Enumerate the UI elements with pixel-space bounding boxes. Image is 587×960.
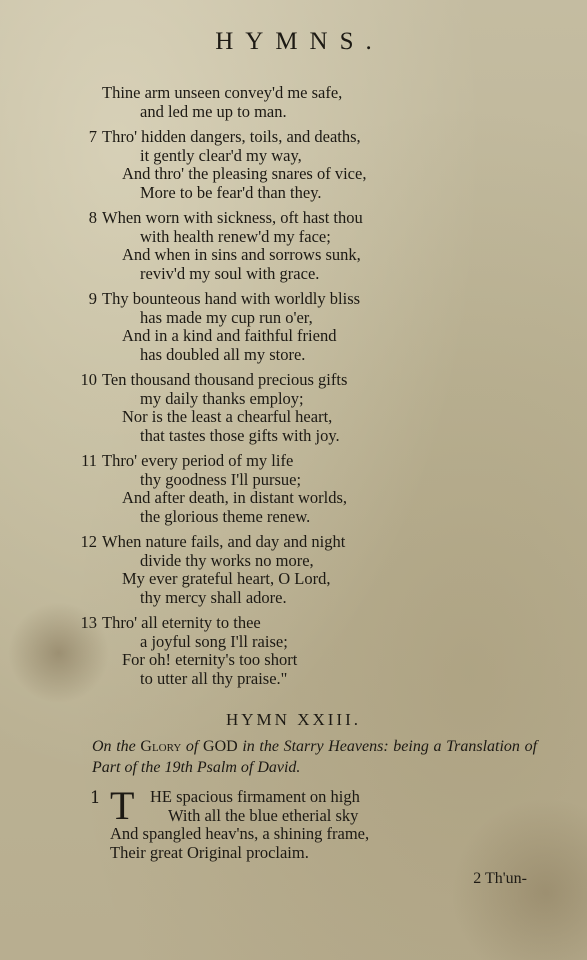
verse-text: to utter all thy praise." xyxy=(140,668,288,688)
verse-line: HE spacious firmament on high xyxy=(150,787,360,806)
verse xyxy=(0,290,587,364)
verse-text: Thro' all eternity to thee xyxy=(102,613,261,632)
verse xyxy=(0,452,587,526)
verse-line xyxy=(0,427,587,446)
verse-number: 9 xyxy=(88,289,97,308)
verse-number: 13 xyxy=(80,613,97,632)
verse-number: 8 xyxy=(88,208,97,227)
verse-line xyxy=(0,408,587,427)
verse-text: it gently clear'd my way, xyxy=(140,145,302,165)
subtitle-part: On the xyxy=(92,738,141,755)
verse-text: the glorious theme renew. xyxy=(140,506,311,526)
verse-line xyxy=(0,633,587,652)
verse-line: With all the blue etherial sky xyxy=(168,805,359,825)
verse-line xyxy=(0,390,587,409)
verse-text: Thro' hidden dangers, toils, and deaths, xyxy=(102,127,361,146)
hymn-23-verse-1 xyxy=(0,783,587,862)
verse-text: And when in sins and sorrows sunk, xyxy=(122,245,361,264)
verse xyxy=(0,533,587,607)
verse xyxy=(0,371,587,445)
verse-line xyxy=(0,84,587,103)
verse-line: And spangled heav'ns, a shining frame, xyxy=(110,824,370,843)
verse-number: 1 xyxy=(90,788,101,807)
verse-text: And after death, in distant worlds, xyxy=(122,488,347,507)
verse-line xyxy=(0,508,587,527)
verse-text: For oh! eternity's too short xyxy=(122,650,298,669)
verse-text: Thy bounteous hand with worldly bliss xyxy=(102,289,361,308)
verse-line xyxy=(0,103,587,122)
verse-line xyxy=(0,147,587,166)
verse-line xyxy=(0,184,587,203)
verse-line xyxy=(0,552,587,571)
verse-line xyxy=(0,670,587,689)
verse-text: Nor is the least a chearful heart, xyxy=(122,407,333,426)
subtitle-part: Glory xyxy=(140,738,182,755)
verse-text: thy mercy shall adore. xyxy=(140,587,287,607)
verse-line xyxy=(0,614,587,633)
verse-line xyxy=(0,309,587,328)
verse-text: a joyful song I'll raise; xyxy=(140,631,288,651)
verse-number: 10 xyxy=(80,370,97,389)
verse-text: Thro' every period of my life xyxy=(102,451,294,470)
verse-line xyxy=(0,290,587,309)
verse-line xyxy=(0,651,587,670)
verse-line xyxy=(0,533,587,552)
verse xyxy=(0,614,587,688)
verse-line xyxy=(0,209,587,228)
verse xyxy=(0,84,587,121)
verse-text: my daily thanks employ; xyxy=(140,388,304,408)
verse-line xyxy=(0,570,587,589)
verse-line: Their great Original proclaim. xyxy=(110,842,309,862)
verse-text: My ever grateful heart, O Lord, xyxy=(122,569,331,588)
hymn-verses xyxy=(0,84,587,688)
verse-text: thy goodness I'll pursue; xyxy=(140,469,302,489)
hymn-subtitle xyxy=(0,736,587,778)
verse-text: And in a kind and faithful friend xyxy=(122,326,337,345)
verse-text: with health renew'd my face; xyxy=(140,226,331,246)
verse-line xyxy=(0,128,587,147)
verse-text: When worn with sickness, oft hast thou xyxy=(102,208,363,227)
verse-line xyxy=(0,452,587,471)
verse-text: has made my cup run o'er, xyxy=(140,307,313,327)
drop-cap: T xyxy=(110,783,135,828)
verse-text: Thine arm unseen convey'd me safe, xyxy=(102,83,343,102)
verse-line xyxy=(0,489,587,508)
verse-number: 12 xyxy=(80,532,97,551)
verse-line xyxy=(0,246,587,265)
verse-line xyxy=(0,165,587,184)
verse-text: And thro' the pleasing snares of vice, xyxy=(122,164,367,183)
verse-number: 7 xyxy=(88,127,97,146)
verse-line xyxy=(0,471,587,490)
catchword: 2 Th'un- xyxy=(473,870,527,887)
verse-text: divide thy works no more, xyxy=(140,550,314,570)
verse-line xyxy=(0,589,587,608)
verse-text: When nature fails, and day and night xyxy=(102,532,346,551)
verse-line xyxy=(0,346,587,365)
verse xyxy=(0,209,587,283)
verse-text: has doubled all my store. xyxy=(140,344,306,364)
verse-line xyxy=(0,228,587,247)
subtitle-part: of xyxy=(181,738,204,755)
verse-text: More to be fear'd than they. xyxy=(140,182,322,202)
hymn-title: HYMN XXIII. xyxy=(226,710,361,729)
verse-line xyxy=(0,327,587,346)
verse-line xyxy=(0,371,587,390)
verse-line xyxy=(0,265,587,284)
verse xyxy=(0,128,587,202)
running-head: HYMNS. xyxy=(215,28,384,55)
verse-text: and led me up to man. xyxy=(140,101,287,121)
subtitle-part: in the Starry Heavens: being a Translation of Part of the 19th Psalm of David. xyxy=(92,738,538,776)
verse-text: reviv'd my soul with grace. xyxy=(140,263,320,283)
verse-number: 11 xyxy=(81,451,97,470)
verse-text: that tastes those gifts with joy. xyxy=(140,425,340,445)
verse-text: Ten thousand thousand precious gifts xyxy=(102,370,348,389)
subtitle-part: GOD xyxy=(203,738,238,755)
